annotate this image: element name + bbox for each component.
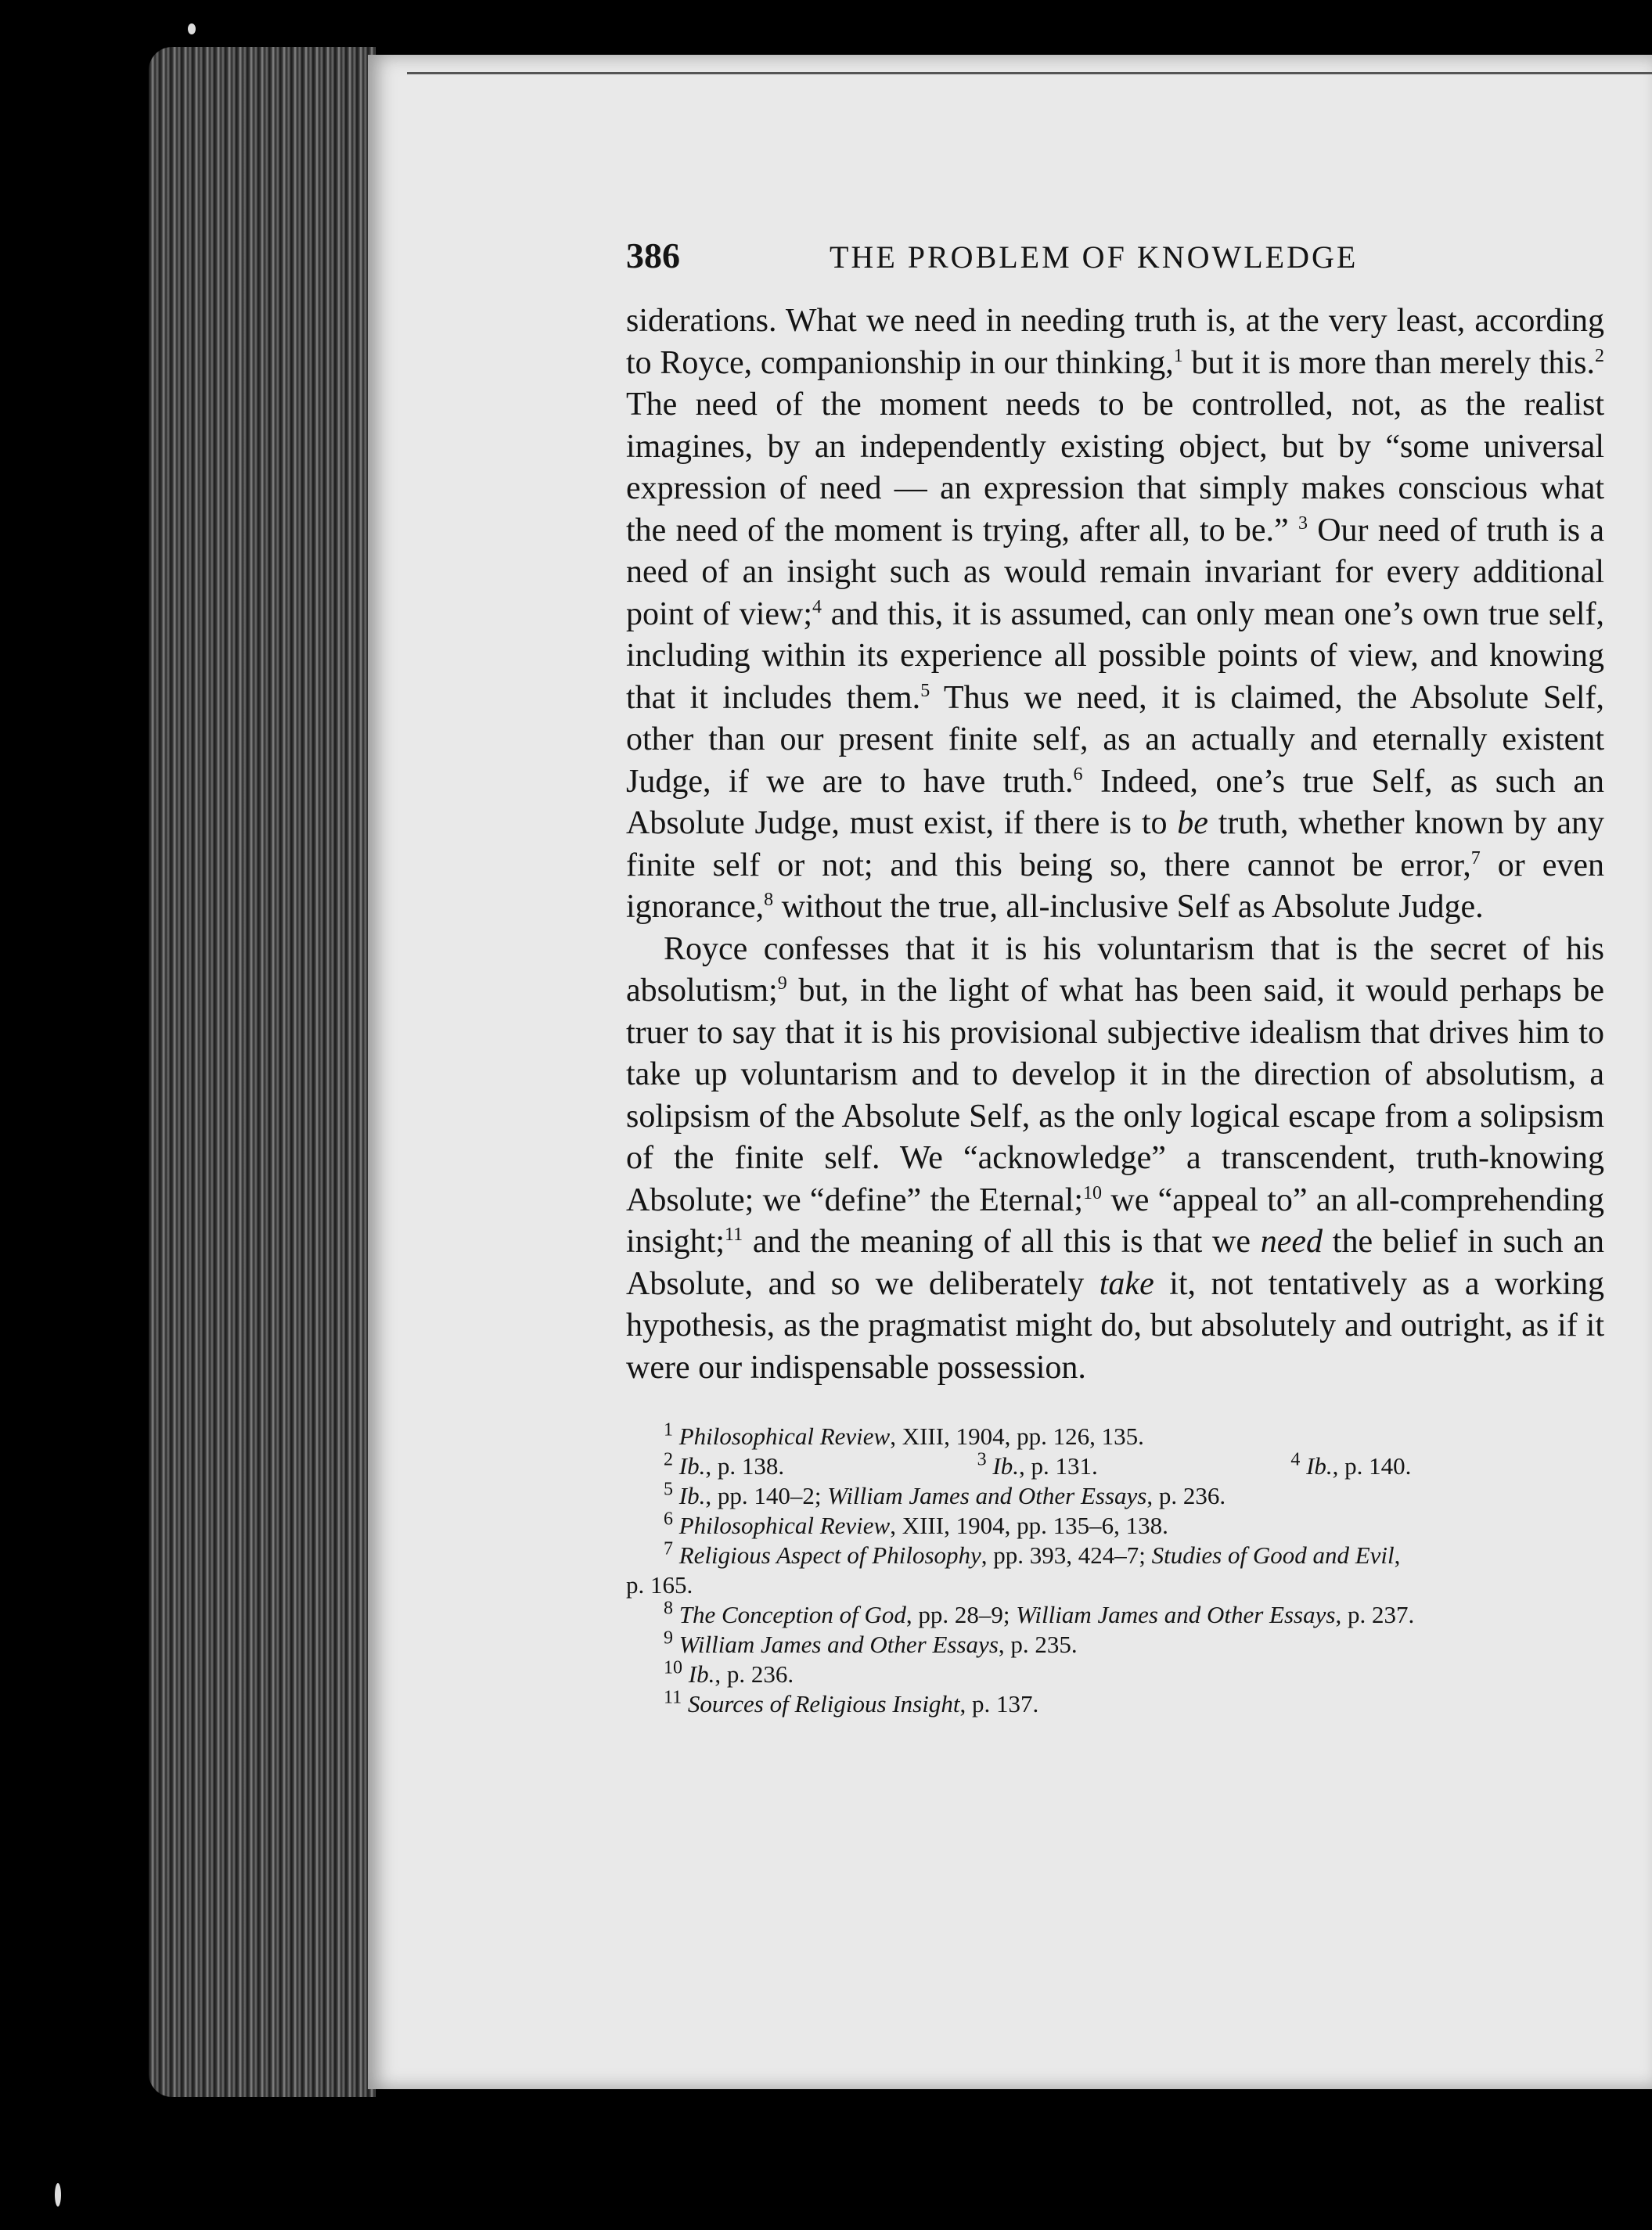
footnote-9: $^9$ William James and Other Essays, p. 235. xyxy=(664,1628,1078,1658)
footnote-ref: 4 xyxy=(812,596,822,617)
scan-speck xyxy=(188,23,196,34)
footnote-ref: 10 xyxy=(1083,1182,1103,1203)
scan-speck xyxy=(55,2183,61,2207)
footnote-6: $^6$ Philosophical Review, XIII, 1904, pp. 135–6, 138. xyxy=(664,1509,1168,1539)
page-content xyxy=(626,235,1604,1719)
footnote-4: $^4$ Ib., p. 140. xyxy=(1290,1449,1412,1480)
footnote-8: $^8$ The Conception of God, pp. 28–9; William James and Other Essays, p. 237. xyxy=(664,1598,1415,1628)
footnote-11: $^{11}$ Sources of Religious Insight, p. 137. xyxy=(664,1687,1039,1717)
footnote-ref: 1 xyxy=(1173,345,1183,366)
footnote-ref: 8 xyxy=(764,890,774,910)
body-text xyxy=(626,300,1604,1389)
footnote-ref: 6 xyxy=(1073,764,1083,785)
footnote-ref: 11 xyxy=(725,1225,743,1245)
footnote-3: $^3$ Ib., p. 131. xyxy=(977,1449,1098,1480)
footnote-ref: 7 xyxy=(1470,847,1481,869)
footnote-7: $^7$ Religious Aspect of Philosophy, pp. 393, 424–7; Studies of Good and Evil, xyxy=(664,1538,1401,1569)
page-top-rule xyxy=(407,72,1652,74)
footnote-2: $^2$ Ib., p. 138. xyxy=(664,1449,785,1480)
footnote-10: $^{10}$ Ib., p. 236. xyxy=(664,1657,794,1688)
footnote-1: $^1$ Philosophical Review, XIII, 1904, pp. 126, 135. xyxy=(664,1419,1144,1450)
running-head: THE PROBLEM OF KNOWLEDGE xyxy=(830,239,1359,275)
footnote-ref: 9 xyxy=(777,973,787,994)
footnotes xyxy=(626,1419,1604,1719)
paragraph-2: Royce confesses that it is his voluntarism that is the secret of his absolutism;$^9$ but, in the light of what has been said, it would perhaps be truer to say that it is his provisional subjective idealism that drives him to take up voluntarism and to develop it in the direction of absolutism, a solipsism of the Absolute Self, as the only logical escape from a solipsism of the finite self. We “acknowledge” a transcendent, truth-knowing Absolute; we “define” the Eternal;$^{10}$ we “appeal to” an all-comprehending insight;$^{11}$ and the meaning of all this is that we need the belief in such an Absolute, and so we deliberately take it, not tentatively as a working hypothesis, as the pragmatist might do, but absolutely and outright, as if it were our indispensable possession. xyxy=(626,930,1605,1386)
footnote-ref: 5 xyxy=(920,680,930,701)
page-number: 386 xyxy=(626,236,680,275)
page-header xyxy=(626,235,1604,290)
emphasis: take xyxy=(1099,1265,1154,1302)
footnote-ref: 2 xyxy=(1595,345,1605,366)
footnote-ref: 3 xyxy=(1297,513,1308,534)
footnote-row-2-3-4 xyxy=(626,1451,1604,1481)
footnote-7-continued: p. 165. xyxy=(626,1571,693,1599)
footnote-5: $^5$ Ib., pp. 140–2; William James and Other Essays, p. 236. xyxy=(664,1479,1226,1509)
book-page-edges xyxy=(149,47,376,2097)
emphasis: be xyxy=(1177,805,1208,841)
emphasis: need xyxy=(1260,1224,1323,1260)
paragraph-1: siderations. What we need in needing truth is, at the very least, according to Royce, companionship in our thinking,$^1$ but it is more than merely this.$^2$ The need of the moment needs to be controlled, not, as the realist imagines, by an independently existing object, but by “some universal expression of need — an expression that simply makes conscious what the need of the moment is trying, after all, to be.” $^3$ Our need of truth is a need of an insight such as would remain invariant for every additional point of view;$^4$ and this, it is assumed, can only mean one’s own true self, including within its experience all possible points of view, and knowing that it includes them.$^5$ Thus we need, it is claimed, the Absolute Self, other than our present finite self, as an actually and eternally existent Judge, if we are to have truth.$^6$ Indeed, one’s true Self, as such an Absolute Judge, must exist, if there is to be truth, whether known by any finite self or not; and this being so, there cannot be error,$^7$ or even ignorance,$^8$ without the true, all-inclusive Self as Absolute Judge. xyxy=(626,303,1605,925)
